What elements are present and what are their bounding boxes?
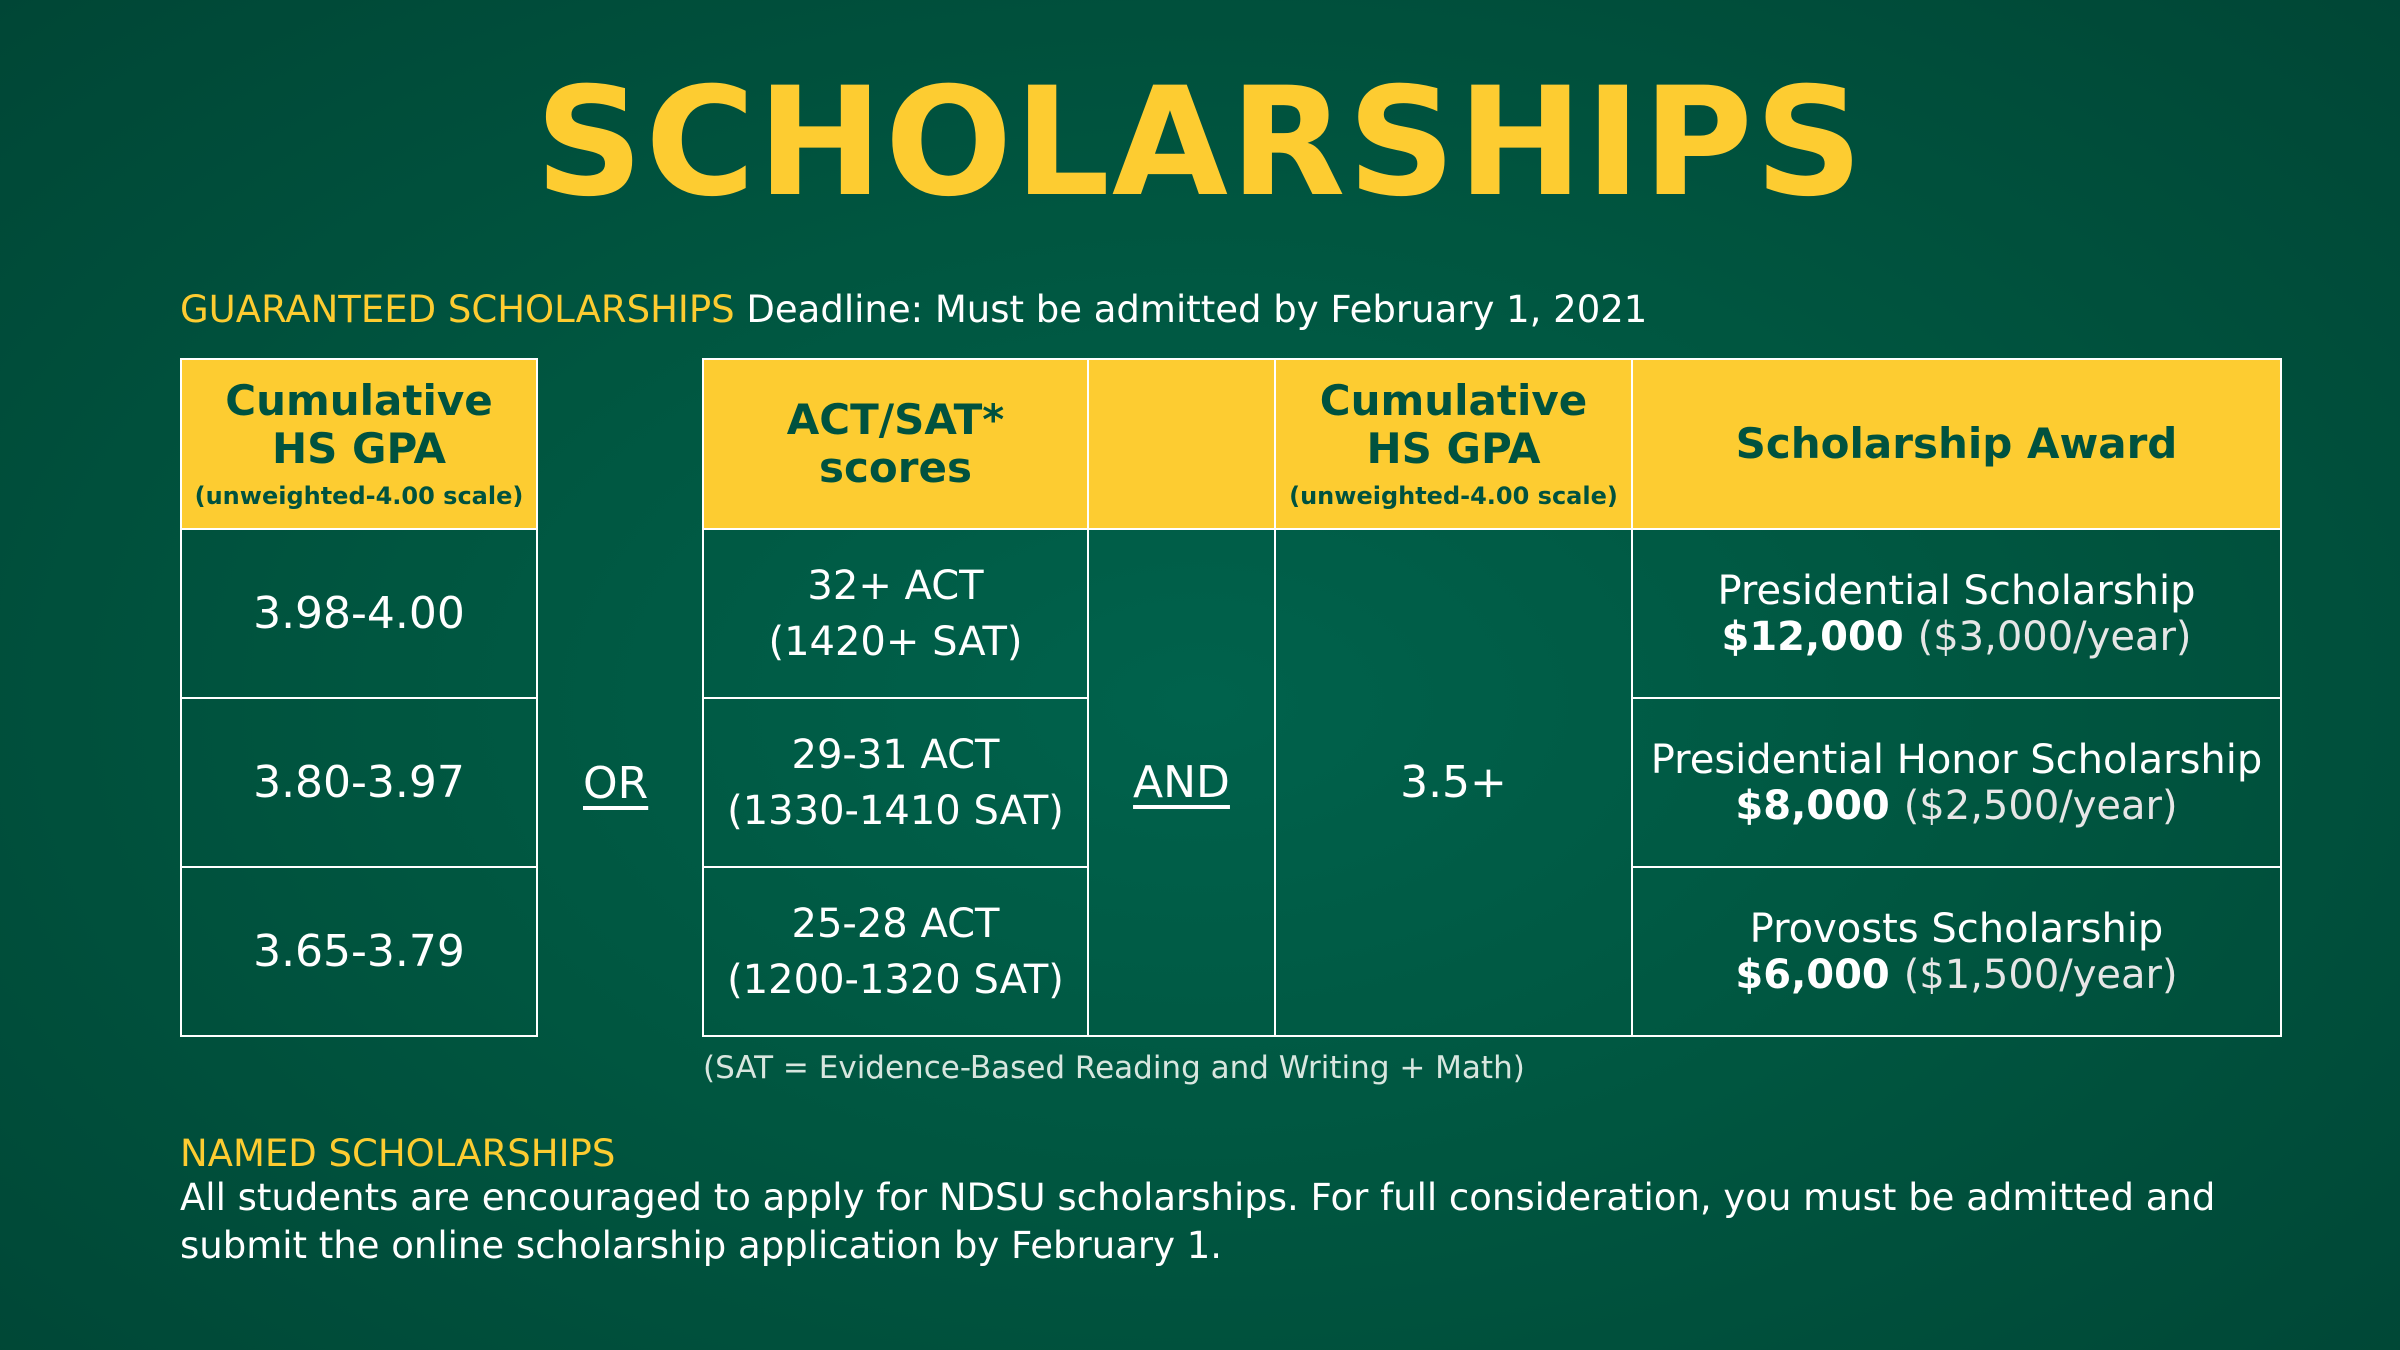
gpa-header [181,359,537,529]
sat-score: (1330-1410 SAT) [727,787,1064,834]
gpa-requirement-cell: 3.5+ [1275,529,1632,1036]
scores-header-label: ACT/SAT* scores [786,395,1005,492]
gpa-cell: 3.65-3.79 [181,867,537,1036]
guaranteed-label: GUARANTEED SCHOLARSHIPS [180,288,735,331]
award-per-year: ($3,000/year) [1917,613,2192,660]
award-amount-line [1633,952,2280,998]
award-cell [1632,698,2281,867]
score-cell [703,698,1088,867]
award-cell [1632,529,2281,698]
gpa-header-main: Cumulative HS GPA [225,376,493,473]
award-header-label: Scholarship Award [1735,419,2178,468]
guaranteed-deadline: Deadline: Must be admitted by February 1, 2021 [746,288,1648,331]
score-cell [703,867,1088,1036]
and-label: AND [1133,757,1230,808]
award-header [1632,359,2281,529]
sat-score: (1200-1320 SAT) [727,956,1064,1003]
gpa-cell: 3.98-4.00 [181,529,537,698]
and-cell [1088,529,1275,1036]
gpa-requirement-header-sub: (unweighted-4.00 scale) [1289,482,1618,510]
score-cell [703,529,1088,698]
award-amount-line [1633,614,2280,660]
act-score: 32+ ACT [807,562,984,609]
empty-header [1088,359,1275,529]
gpa-requirement-header-main: Cumulative HS GPA [1319,376,1588,473]
or-label: OR [583,758,649,809]
award-per-year: ($2,500/year) [1903,782,2178,829]
award-name: Presidential Scholarship [1717,567,2196,614]
award-amount: $12,000 [1721,613,1904,660]
named-scholarships-title: NAMED SCHOLARSHIPS [180,1132,616,1175]
scholarship-table [702,358,2282,1037]
sat-score: (1420+ SAT) [768,618,1023,665]
page-title: SCHOLARSHIPS [535,56,1865,230]
guaranteed-line [180,288,1647,331]
award-name: Provosts Scholarship [1749,905,2164,952]
gpa-cell: 3.80-3.97 [181,698,537,867]
award-per-year: ($1,500/year) [1903,951,2178,998]
gpa-requirement-header [1275,359,1632,529]
scores-header [703,359,1088,529]
act-score: 25-28 ACT [791,900,1000,947]
award-amount-line [1633,783,2280,829]
named-scholarships-text: All students are encouraged to apply for NDSU scholarships. For full consideration, you must be admitted and submit the online scholarship application by February 1. [180,1176,2216,1267]
sat-footnote: (SAT = Evidence-Based Reading and Writing + Math) [703,1050,1525,1086]
award-amount: $6,000 [1735,951,1890,998]
award-cell [1632,867,2281,1036]
act-score: 29-31 ACT [791,731,1000,778]
award-amount: $8,000 [1735,782,1890,829]
gpa-table [180,358,538,1037]
gpa-header-sub: (unweighted-4.00 scale) [194,482,524,510]
award-name: Presidential Honor Scholarship [1650,736,2263,783]
